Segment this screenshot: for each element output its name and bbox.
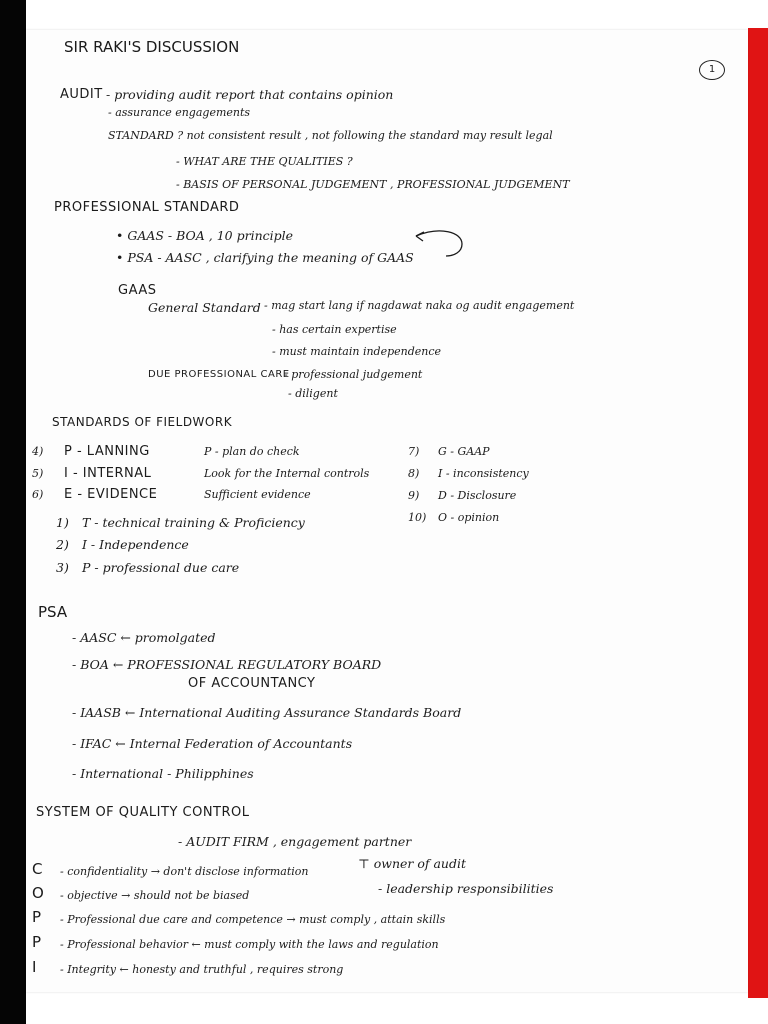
tip-item-1: T - technical training & Proficiency (82, 515, 305, 530)
psa-line-2b: OF ACCOUNTANCY (188, 676, 316, 691)
pie-num-3: 6) (32, 488, 44, 501)
notebook-page (26, 30, 748, 992)
gido-num-1: 7) (408, 445, 420, 458)
quality-control-heading: SYSTEM OF QUALITY CONTROL (36, 805, 250, 820)
quality-letter-p1: P (32, 908, 42, 926)
psa-line-1: - AASC ← promolgated (72, 630, 216, 645)
background-right-edge (748, 28, 768, 998)
leadership-note: - leadership responsibilities (378, 881, 554, 896)
quality-item-i: - Integrity ← honesty and truthful , requires strong (60, 963, 344, 976)
gaas-line: • GAAS - BOA , 10 principle (116, 228, 294, 243)
psa-line-2a: - BOA ← PROFESSIONAL REGULATORY BOARD (72, 657, 382, 672)
audit-firm-line: - AUDIT FIRM , engagement partner (178, 834, 412, 849)
psa-line-4: - IFAC ← Internal Federation of Accountants (72, 736, 353, 751)
quality-item-p1: - Professional due care and competence → must comply , attain skills (60, 913, 446, 926)
audit-question-1: - WHAT ARE THE QUALITIES ? (176, 155, 353, 168)
pie-meaning-3: Sufficient evidence (204, 488, 311, 501)
audit-question-2: - BASIS OF PERSONAL JUDGEMENT , PROFESSIONAL JUDGEMENT (176, 178, 570, 191)
page-number: 1 (699, 60, 725, 80)
psa-line: • PSA - AASC , clarifying the meaning of GAAS (116, 250, 414, 265)
quality-item-o: - objective → should not be biased (60, 889, 250, 902)
audit-label: AUDIT (60, 87, 103, 102)
quality-item-p2: - Professional behavior ← must comply with the laws and regulation (60, 938, 439, 951)
due-care-2: - diligent (288, 387, 338, 400)
tip-num-1: 1) (56, 515, 69, 530)
tip-item-3: P - professional due care (82, 560, 240, 575)
pie-meaning-1: P - plan do check (204, 445, 300, 458)
general-standard-3: - must maintain independence (272, 345, 442, 358)
psa-heading: PSA (38, 603, 68, 621)
psa-line-3: - IAASB ← International Auditing Assurance Standards Board (72, 705, 462, 720)
general-standard-1: - mag start lang if nagdawat naka og audit engagement (264, 299, 575, 312)
gido-num-4: 10) (408, 511, 427, 524)
due-professional-care-label: DUE PROFESSIONAL CARE (148, 369, 290, 380)
pie-letter-2: I - INTERNAL (64, 466, 152, 481)
quality-letter-o: O (32, 884, 44, 902)
quality-item-c: - confidentiality → don't disclose information (60, 865, 309, 878)
tip-num-2: 2) (56, 537, 69, 552)
page-title: SIR RAKI'S DISCUSSION (64, 38, 240, 56)
audit-def-1: - providing audit report that contains opinion (106, 87, 394, 102)
background-left-edge (0, 0, 26, 1024)
audit-standard-note: STANDARD ? not consistent result , not following the standard may result legal (108, 129, 553, 142)
gido-item-3: D - Disclosure (438, 489, 517, 502)
quality-letter-p2: P (32, 933, 42, 951)
professional-standard-heading: PROFESSIONAL STANDARD (54, 200, 240, 215)
due-care-1: - professional judgement (284, 368, 423, 381)
fieldwork-heading: STANDARDS OF FIELDWORK (52, 415, 233, 429)
owner-of-audit-note: ⊤ owner of audit (358, 856, 467, 871)
quality-letter-c: C (32, 860, 43, 878)
gido-item-2: I - inconsistency (438, 467, 529, 480)
gido-item-4: O - opinion (438, 511, 500, 524)
general-standard-2: - has certain expertise (272, 323, 397, 336)
pie-meaning-2: Look for the Internal controls (204, 467, 370, 480)
psa-line-5: - International - Philipphines (72, 766, 254, 781)
gido-num-3: 9) (408, 489, 420, 502)
gido-item-1: G - GAAP (438, 445, 490, 458)
pie-num-2: 5) (32, 467, 44, 480)
tip-item-2: I - Independence (82, 537, 189, 552)
gido-num-2: 8) (408, 467, 420, 480)
pie-letter-1: P - LANNING (64, 444, 150, 459)
gaas-heading: GAAS (118, 283, 157, 298)
tip-num-3: 3) (56, 560, 69, 575)
background-top (0, 0, 768, 30)
general-standard-label: General Standard (148, 300, 261, 315)
pie-letter-3: E - EVIDENCE (64, 487, 158, 502)
audit-def-2: - assurance engagements (108, 106, 251, 119)
quality-letter-i: I (32, 958, 37, 976)
arrow-annotation (410, 224, 470, 260)
pie-num-1: 4) (32, 445, 44, 458)
